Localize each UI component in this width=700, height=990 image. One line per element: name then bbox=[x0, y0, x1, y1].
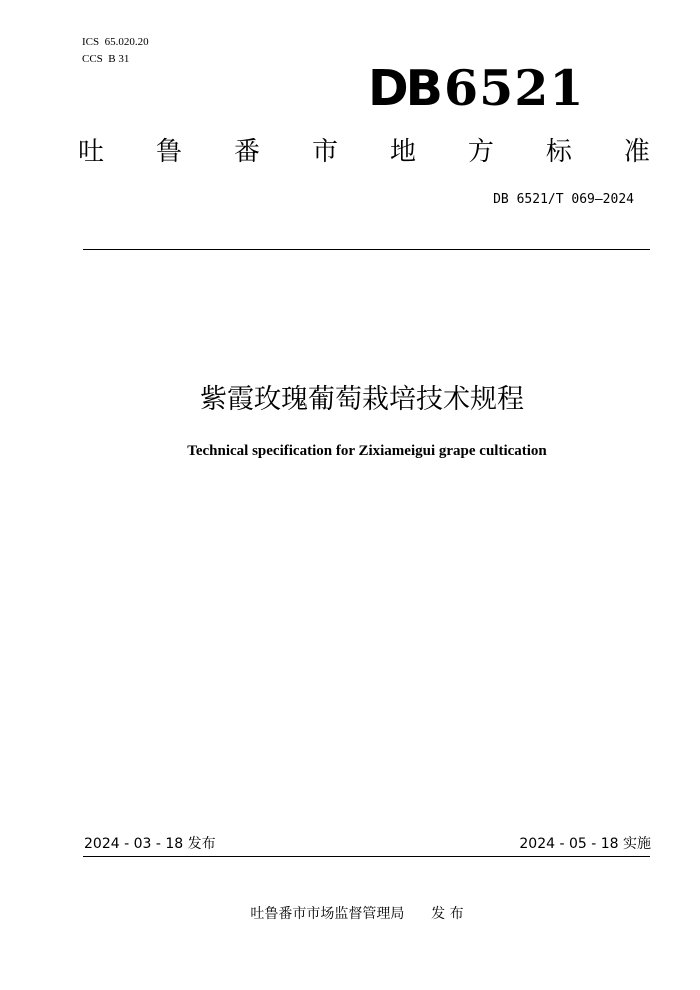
ccs-code: CCS B 31 bbox=[82, 53, 130, 65]
db-logo bbox=[368, 58, 584, 119]
standard-type-char: 准 bbox=[623, 137, 650, 167]
document-title-english: Technical specification for Zixiameigui grape cultication bbox=[187, 443, 547, 459]
publisher-action: 发 布 bbox=[431, 906, 464, 922]
db-logo-number: 6521 bbox=[444, 59, 585, 117]
standard-number: DB 6521/T 069—2024 bbox=[493, 192, 634, 207]
ics-code: ICS 65.020.20 bbox=[82, 36, 149, 48]
standard-type-char: 市 bbox=[311, 137, 338, 167]
standard-type-char: 地 bbox=[389, 137, 416, 167]
publisher-line bbox=[0, 904, 700, 924]
issue-date: 2024 - 03 - 18 发布 bbox=[84, 836, 216, 852]
bottom-divider bbox=[83, 856, 650, 857]
top-divider bbox=[83, 249, 650, 250]
db-logo-letters: DB bbox=[368, 60, 441, 117]
standard-type-char: 吐 bbox=[78, 137, 105, 167]
publisher-name: 吐鲁番市市场监督管理局 bbox=[250, 906, 405, 922]
standard-type-char: 方 bbox=[467, 137, 494, 167]
standard-type-char: 标 bbox=[545, 137, 572, 167]
standard-type-heading bbox=[78, 134, 650, 170]
standard-type-char: 番 bbox=[233, 137, 260, 167]
standard-type-char: 鲁 bbox=[155, 137, 182, 167]
document-title-chinese: 紫霞玫瑰葡萄栽培技术规程 bbox=[200, 384, 524, 415]
implementation-date: 2024 - 05 - 18 实施 bbox=[519, 836, 651, 852]
